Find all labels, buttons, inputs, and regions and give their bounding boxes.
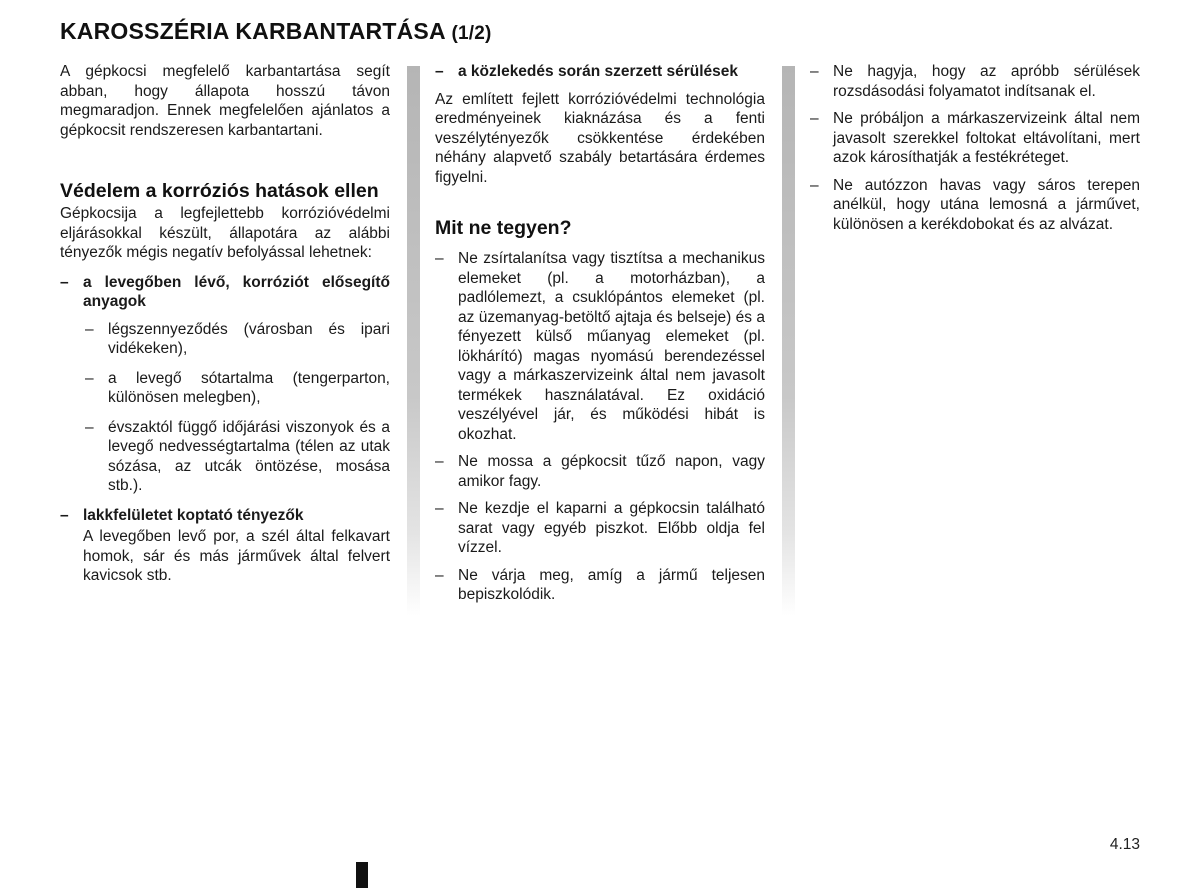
page-title: KAROSSZÉRIA KARBANTARTÁSA (1/2) [60, 18, 492, 44]
list-item-airborne-agents: – a levegőben lévő, korróziót elősegítő anyagok [60, 273, 390, 312]
section-heading-donts: Mit ne tegyen? [435, 217, 572, 239]
list-item: – Ne mossa a gépkocsit tűző napon, vagy amikor fagy. [435, 452, 765, 491]
list-subitem: – légszennyeződés (városban és ipari vidékeken), [60, 320, 390, 359]
list-item: – Ne zsírtalanítsa vagy tisztítsa a mechanikus elemeket (pl. a motorházban), a padlólemezt, a csuklópántos elemeket (pl. az üzemanyag-betöltő ajtaja és belseje) és a fényezett külső műanyag elemeket (pl. lökhárító) magas nyomású berendezéssel vagy a márkaszervizeink által nem javasolt termékek használatával. Ez oxidáció veszélyével jár, és működési hibát is okozhat. [435, 249, 765, 444]
list-item: – Ne autózzon havas vagy sáros terepen anélkül, hogy utána lemosná a járművet, különösen a kerékdobokat és az alvázat. [810, 176, 1140, 235]
column-1 [60, 62, 390, 596]
paint-wear-text: A levegőben levő por, a szél által felkavart homok, sár és más járművek által felvert kavicsok stb. [83, 528, 390, 584]
section-heading-corrosion: Védelem a korróziós hatások ellen [60, 180, 379, 202]
page-title-suffix: (1/2) [451, 23, 492, 44]
column-3 [810, 62, 1140, 242]
advice-paragraph: Az említett fejlett korrózióvédelmi technológia eredményeinek kiaknázása és a fenti veszélytényezők csökkentése érdekében néhány alapvető szabály betartására érdemes figyelni. [435, 90, 765, 186]
corrosion-paragraph: Gépkocsija a legfejlettebb korrózióvédelmi eljárásokkal készült, állapotára az alábbi tényezők mégis negatív befolyással lehetnek: [60, 205, 390, 261]
list-subitem: – évszaktól függő időjárási viszonyok és a levegő nedvességtartalma (télen az utak sózása, az utcák öntözése, mosása stb.). [60, 418, 390, 496]
page-number: 4.13 [1109, 836, 1140, 853]
list-item: – Ne várja meg, amíg a jármű teljesen bepiszkolódik. [435, 566, 765, 605]
column-divider [407, 66, 420, 616]
list-item: – Ne próbáljon a márkaszervizeink által nem javasolt szerekkel foltokat eltávolítani, mert azok károsíthatják a festékréteget. [810, 109, 1140, 168]
column-divider [782, 66, 795, 616]
page-edge-marker [356, 862, 368, 888]
column-2 [435, 62, 765, 613]
list-item-traffic-damage: – a közlekedés során szerzett sérülések [435, 62, 765, 82]
list-item: – Ne hagyja, hogy az apróbb sérülések rozsdásodási folyamatot indítsanak el. [810, 62, 1140, 101]
list-subitem: – a levegő sótartalma (tengerparton, különösen melegben), [60, 369, 390, 408]
list-item: – Ne kezdje el kaparni a gépkocsin található sarat vagy egyéb piszkot. Előbb oldja fel vízzel. [435, 499, 765, 558]
list-item-paint-wear: – lakkfelületet koptató tényezők [60, 506, 390, 526]
intro-paragraph: A gépkocsi megfelelő karbantartása segít abban, hogy állapota hosszú távon megmaradjon. Ennek megfelelően ajánlatos a gépkocsit rendszeresen karbantartani. [60, 63, 390, 139]
